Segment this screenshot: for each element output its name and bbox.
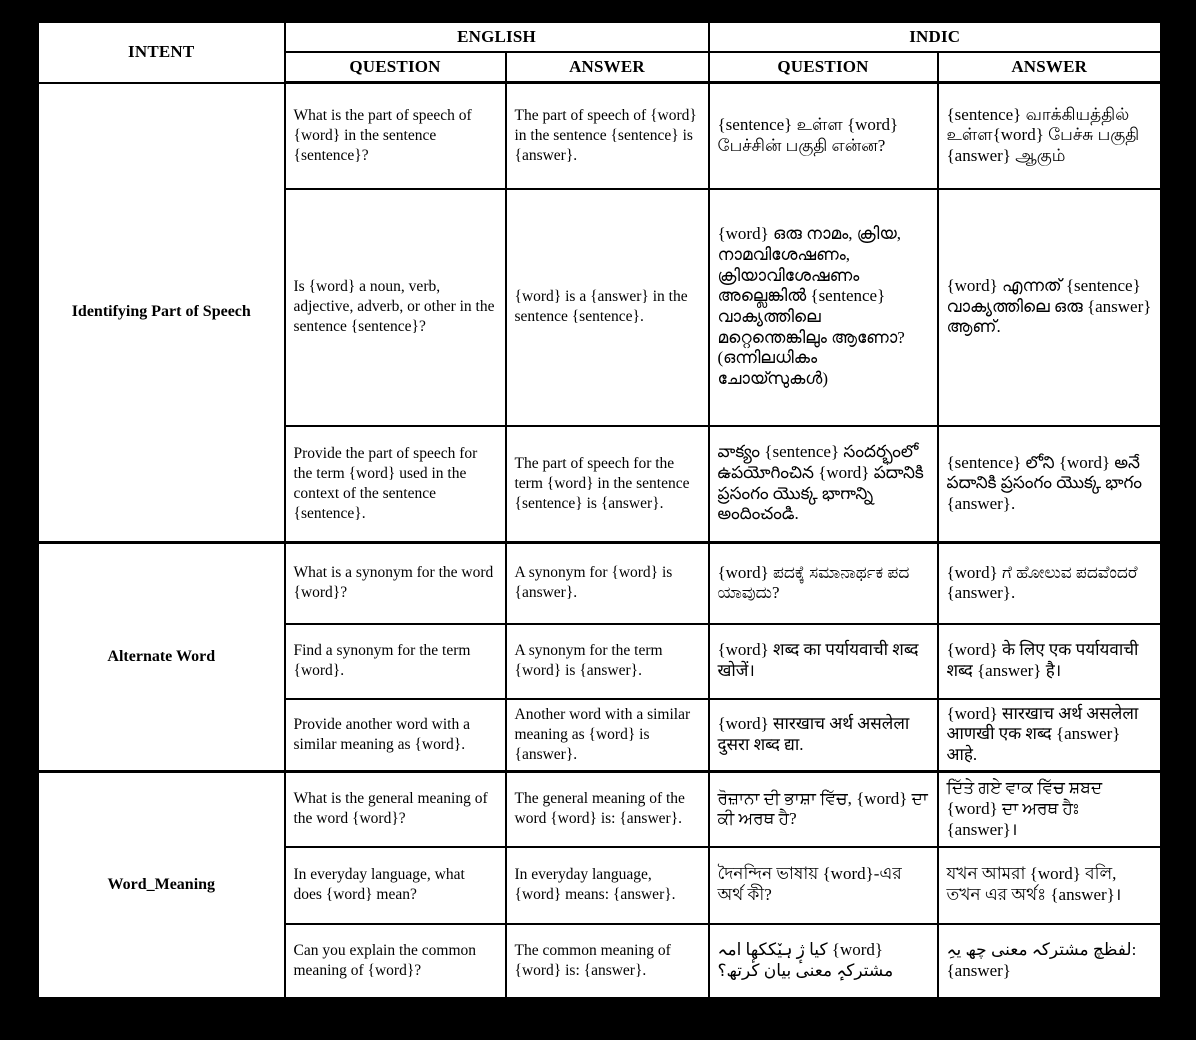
- column-group-header-indic: INDIC: [709, 22, 1162, 52]
- cell-indic-answer: ਦਿੱਤੇ ਗਏ ਵਾਕ ਵਿੱਚ ਸ਼ਬਦ {word} ਦਾ ਅਰਥ ਹੈਃ {answer}।: [938, 772, 1162, 847]
- cell-english-answer: The general meaning of the word {word} is: {answer}.: [506, 772, 709, 847]
- column-header-english-question: QUESTION: [285, 52, 506, 83]
- column-header-intent: INTENT: [38, 22, 285, 83]
- cell-english-question: Provide another word with a similar meaning as {word}.: [285, 699, 506, 772]
- cell-english-answer: The part of speech for the term {word} in the sentence {sentence} is {answer}.: [506, 426, 709, 543]
- cell-indic-answer: যখন আমরা {word} বলি, তখন এর অর্থঃ {answer}।: [938, 847, 1162, 924]
- cell-english-answer: The part of speech of {word} in the sentence {sentence} is {answer}.: [506, 83, 709, 189]
- cell-english-answer: A synonym for the term {word} is {answer}.: [506, 624, 709, 699]
- column-header-indic-answer: ANSWER: [938, 52, 1162, 83]
- cell-indic-question: ਰੋਜ਼ਾਨਾ ਦੀ ਭਾਸ਼ਾ ਵਿੱਚ, {word} ਦਾ ਕੀ ਅਰਥ ਹੈ?: [709, 772, 938, 847]
- cell-english-question: Provide the part of speech for the term {word} used in the context of the sentence {sentence}.: [285, 426, 506, 543]
- cell-english-answer: In everyday language, {word} means: {answer}.: [506, 847, 709, 924]
- column-header-indic-question: QUESTION: [709, 52, 938, 83]
- intent-cell: Word_Meaning: [38, 772, 285, 999]
- intent-cell: Alternate Word: [38, 543, 285, 772]
- cell-english-answer: Another word with a similar meaning as {word} is {answer}.: [506, 699, 709, 772]
- cell-english-question: What is the general meaning of the word {word}?: [285, 772, 506, 847]
- cell-english-answer: {word} is a {answer} in the sentence {sentence}.: [506, 189, 709, 426]
- cell-indic-answer: {word} के लिए एक पर्यायवाची शब्द {answer} है।: [938, 624, 1162, 699]
- cell-indic-answer: {sentence} లోని {word} అనే పదానికి ప్రసంగం యొక్క భాగం {answer}.: [938, 426, 1162, 543]
- cell-indic-question: کیا ژٕ ہیٚککھا امہ {word} مشترکہٕ معنی بیان کٔرتھ؟: [709, 924, 938, 999]
- cell-indic-question: {sentence} உள்ள {word} பேச்சின் பகுதி என்ன?: [709, 83, 938, 189]
- cell-english-question: Is {word} a noun, verb, adjective, adverb, or other in the sentence {sentence}?: [285, 189, 506, 426]
- cell-indic-answer: {sentence} வாக்கியத்தில் உள்ள{word} பேச்சு பகுதி {answer} ஆகும்: [938, 83, 1162, 189]
- cell-indic-answer: لفظچ مشترکہ معنی چھ یہِ: {answer}: [938, 924, 1162, 999]
- cell-english-answer: A synonym for {word} is {answer}.: [506, 543, 709, 624]
- cell-indic-question: দৈনন্দিন ভাষায় {word}-এর অর্থ কী?: [709, 847, 938, 924]
- cell-english-question: Find a synonym for the term {word}.: [285, 624, 506, 699]
- cell-indic-question: {word} ಪದಕ್ಕೆ ಸಮಾನಾರ್ಥಕ ಪದ ಯಾವುದು?: [709, 543, 938, 624]
- cell-indic-answer: {word} എന്നത് {sentence} വാക്യത്തിലെ ഒരു {answer} ആണ്.: [938, 189, 1162, 426]
- intent-cell: Identifying Part of Speech: [38, 83, 285, 543]
- cell-indic-question: {word} सारखाच अर्थ असलेला दुसरा शब्द द्या.: [709, 699, 938, 772]
- prompt-template-table: [36, 20, 1163, 1000]
- cell-indic-answer: {word} ಗೆ ಹೋಲುವ ಪದವೆಂದರೆ {answer}.: [938, 543, 1162, 624]
- cell-english-answer: The common meaning of {word} is: {answer}.: [506, 924, 709, 999]
- column-group-header-english: ENGLISH: [285, 22, 709, 52]
- cell-indic-answer: {word} सारखाच अर्थ असलेला आणखी एक शब्द {answer} आहे.: [938, 699, 1162, 772]
- cell-english-question: What is the part of speech of {word} in the sentence {sentence}?: [285, 83, 506, 189]
- cell-indic-question: వాక్యం {sentence} సందర్భంలో ఉపయోగించిన {word} పదానికి ప్రసంగం యొక్క భాగాన్ని అందించండి.: [709, 426, 938, 543]
- cell-indic-question: {word} ഒരു നാമം, ക്രിയ, നാമവിശേഷണം, ക്രിയാവിശേഷണം അല്ലെങ്കിൽ {sentence} വാക്യത്തിലെ മറ്റെന്തെങ്കിലും ആണോ? (ഒന്നിലധികം ചോയ്സുകൾ): [709, 189, 938, 426]
- cell-english-question: What is a synonym for the word {word}?: [285, 543, 506, 624]
- cell-english-question: In everyday language, what does {word} mean?: [285, 847, 506, 924]
- cell-indic-question: {word} शब्द का पर्यायवाची शब्द खोजें।: [709, 624, 938, 699]
- column-header-english-answer: ANSWER: [506, 52, 709, 83]
- cell-english-question: Can you explain the common meaning of {word}?: [285, 924, 506, 999]
- table-row: [38, 543, 1162, 624]
- table-row: [38, 83, 1162, 189]
- table-row: [38, 772, 1162, 847]
